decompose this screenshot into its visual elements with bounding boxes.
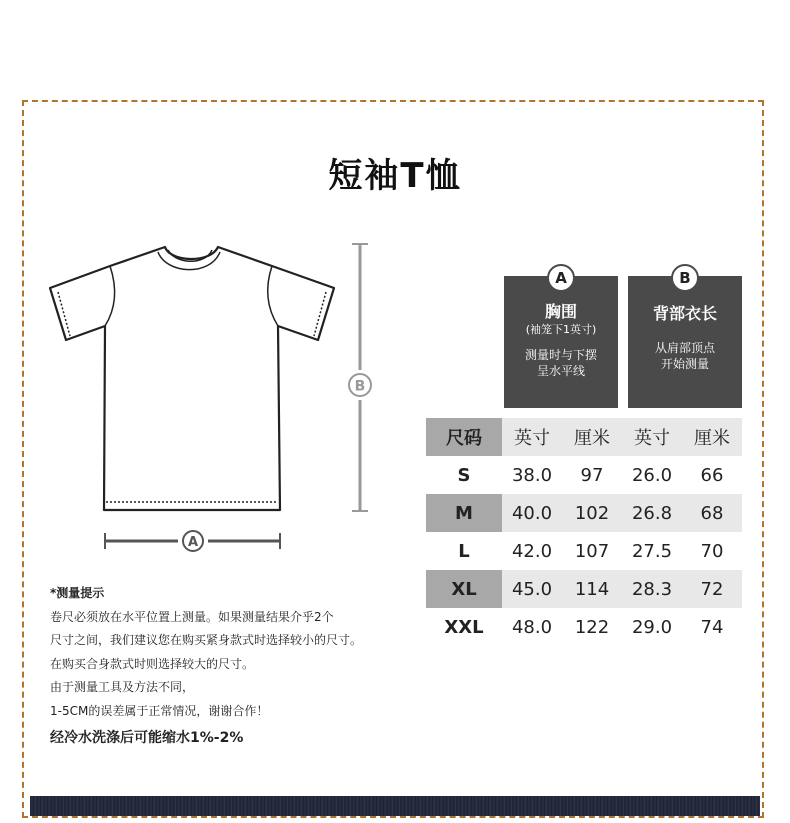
table-row [426,494,742,532]
tips-heading: *测量提示 [50,586,105,600]
value-cell: 107 [574,540,610,562]
value-cell: 26.8 [622,494,682,532]
tips-line: 由于测量工具及方法不同， [50,680,195,694]
header-b-desc-line2: 开始测量 [660,357,709,371]
value-cell: 102 [562,494,622,532]
header-a-desc-line1: 测量时与下摆 [524,348,597,362]
table-row [426,456,742,494]
header-a-box [504,276,618,408]
table-header-row [426,418,742,456]
size-cell: M [426,494,502,532]
header-a-inch: 英寸 [502,418,562,456]
value-cell: 40.0 [502,494,562,532]
header-a-sub: (袖笼下1英寸) [525,323,597,336]
value-cell: 68 [682,494,742,532]
value-cell: 38.0 [511,464,553,486]
header-b-cm: 厘米 [682,418,742,456]
size-cell: XXL [444,616,484,638]
tips-line: 1-5CM的误差属于正常情况，谢谢合作！ [50,703,269,718]
measurement-tips [50,582,362,751]
header-a-main: 胸围 [544,302,577,321]
header-b-badge: B [671,264,699,292]
marker-a-label: A [187,535,199,550]
tshirt-outline [50,247,334,510]
value-cell: 97 [580,464,604,486]
denim-strip [30,796,760,816]
table-row [426,570,742,608]
tips-line: 在购买合身款式时则选择较大的尺寸。 [50,656,255,671]
value-cell: 66 [700,464,724,486]
header-a-cm: 厘米 [562,418,622,456]
header-a-desc-line2: 呈水平线 [536,364,585,378]
header-b-main: 背部衣长 [652,304,717,323]
header-a-badge: A [547,264,575,292]
wash-note: 经冷水洗涤后可能缩水1%-2% [50,730,244,746]
header-b-box [628,276,742,408]
value-cell: 122 [574,616,610,638]
tshirt-diagram [40,230,380,560]
size-cell: L [458,540,470,562]
value-cell: 29.0 [631,616,673,638]
value-cell: 48.0 [511,616,553,638]
value-cell: 42.0 [511,540,553,562]
value-cell: 74 [700,616,724,638]
page-title: 短袖T恤 [328,156,462,196]
value-cell: 27.5 [631,540,673,562]
header-size: 尺码 [426,418,502,456]
size-table [426,418,742,646]
header-a-desc [504,347,618,379]
table-row [426,532,742,570]
size-cell: S [457,464,471,486]
tips-line: 尺寸之间，我们建议您在购买紧身款式时选择较小的尺寸。 [50,633,363,647]
header-b-desc-line1: 从肩部顶点 [654,341,715,355]
size-cell: XL [426,570,502,608]
value-cell: 28.3 [622,570,682,608]
value-cell: 72 [682,570,742,608]
marker-b-label: B [354,378,366,395]
header-b-inch: 英寸 [622,418,682,456]
value-cell: 45.0 [502,570,562,608]
value-cell: 26.0 [631,464,673,486]
value-cell: 114 [562,570,622,608]
table-row [426,608,742,646]
value-cell: 70 [700,540,724,562]
header-b-desc [628,340,742,372]
tips-line: 卷尺必须放在水平位置上测量。如果测量结果介乎2个 [50,609,334,624]
